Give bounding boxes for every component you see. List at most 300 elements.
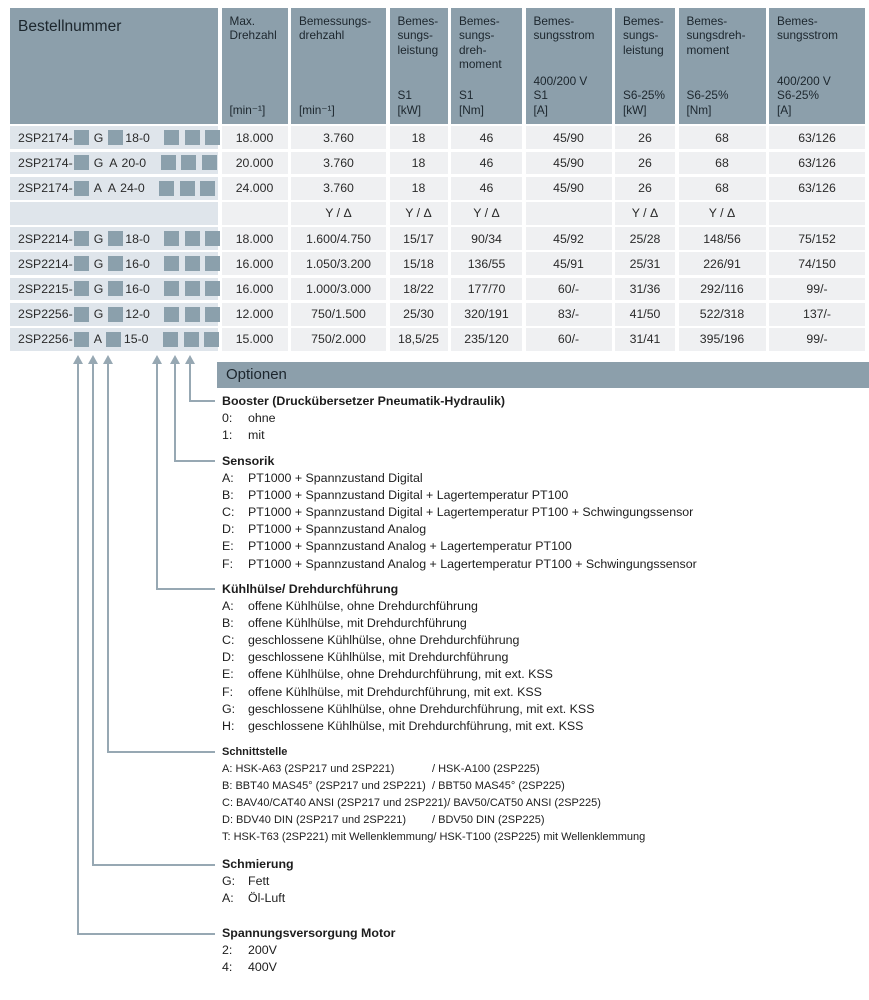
option-code: F: bbox=[222, 684, 234, 699]
header-cell-4 bbox=[451, 8, 522, 124]
header-label bbox=[299, 14, 382, 43]
placeholder-square bbox=[161, 155, 176, 170]
connector-line-schnittstelle bbox=[107, 364, 109, 753]
value-cell: 63/126 bbox=[769, 126, 865, 149]
header-unit bbox=[398, 88, 444, 117]
option-text: geschlossene Kühlhülse, mit Drehdurchführung, mit ext. KSS bbox=[248, 718, 584, 733]
header-unit-line: [A] bbox=[533, 102, 548, 117]
value-cell: 60/- bbox=[526, 278, 612, 301]
connector-line-sensorik bbox=[174, 364, 176, 462]
order-slot-letter: G bbox=[93, 256, 104, 271]
value-cell: 320/191 bbox=[451, 303, 522, 326]
option-text: 400V bbox=[248, 960, 277, 975]
value-cell bbox=[526, 202, 612, 225]
header-label-line: sungsstrom bbox=[533, 28, 595, 43]
section-title: Kühlhülse/ Drehdurchführung bbox=[222, 582, 399, 596]
order-speed-code: 12-0 bbox=[125, 307, 150, 322]
header-cell-1 bbox=[222, 8, 288, 124]
option-item bbox=[222, 959, 395, 976]
header-unit-line: [Nm] bbox=[459, 102, 484, 117]
header-label-line: sungs- bbox=[459, 28, 495, 43]
option-code: 2: bbox=[222, 943, 233, 958]
placeholder-square bbox=[185, 307, 200, 322]
placeholder-square bbox=[108, 256, 123, 271]
order-slot-letter: G bbox=[93, 130, 104, 145]
value-cell: 750/2.000 bbox=[291, 328, 386, 351]
option-item-left: D: BDV40 DIN (2SP217 und 2SP221) bbox=[222, 814, 407, 827]
order-number-cell bbox=[10, 328, 218, 351]
option-code: C: bbox=[222, 505, 235, 520]
header-label-line: sungs- bbox=[623, 28, 659, 43]
order-slot-letter: G bbox=[93, 155, 104, 170]
up-arrow-icon bbox=[152, 355, 162, 364]
option-code: B: bbox=[222, 488, 234, 503]
option-item bbox=[222, 829, 645, 846]
header-unit bbox=[299, 103, 382, 117]
option-code: A: bbox=[222, 891, 234, 906]
order-prefix: 2SP2174- bbox=[18, 155, 73, 170]
value-cell: 177/70 bbox=[451, 278, 522, 301]
header-label-line: Bemes- bbox=[686, 14, 728, 28]
value-cell: 137/- bbox=[769, 303, 865, 326]
header-label-line: Bemes- bbox=[459, 14, 500, 28]
value-cell: 750/1.500 bbox=[291, 303, 386, 326]
header-label bbox=[623, 14, 671, 57]
order-trailing-squares bbox=[163, 281, 222, 296]
order-prefix: 2SP2214- bbox=[18, 231, 73, 246]
placeholder-square bbox=[164, 231, 179, 246]
value-cell bbox=[769, 202, 865, 225]
up-arrow-icon bbox=[170, 355, 180, 364]
placeholder-square bbox=[185, 130, 200, 145]
header-unit-line: S1 bbox=[397, 88, 412, 103]
header-label-line: Bemes- bbox=[533, 14, 575, 28]
value-cell: 45/90 bbox=[526, 152, 612, 175]
value-cell: 15/18 bbox=[390, 252, 448, 275]
section-schmierung bbox=[222, 856, 294, 907]
header-unit-line: S6-25% bbox=[686, 88, 729, 103]
value-cell: 3.760 bbox=[291, 126, 386, 149]
order-trailing-squares bbox=[163, 231, 222, 246]
value-cell: 99/- bbox=[769, 328, 865, 351]
option-code: 0: bbox=[222, 411, 233, 426]
placeholder-square bbox=[185, 256, 200, 271]
option-code: D: bbox=[222, 650, 235, 665]
header-label bbox=[534, 14, 608, 43]
value-cell: 18.000 bbox=[222, 227, 288, 250]
value-cell: Y / Δ bbox=[615, 202, 675, 225]
value-cell: 3.760 bbox=[291, 152, 386, 175]
order-speed-code: 18-0 bbox=[125, 130, 150, 145]
header-cell-3 bbox=[390, 8, 448, 124]
placeholder-square bbox=[74, 130, 89, 145]
header-label-line: Bemes- bbox=[397, 14, 439, 28]
option-item-right: / BDV50 DIN (2SP225) bbox=[432, 814, 545, 827]
up-arrow-icon bbox=[88, 355, 98, 364]
value-cell: 74/150 bbox=[769, 252, 865, 275]
header-unit bbox=[623, 88, 671, 117]
value-cell: 395/196 bbox=[679, 328, 766, 351]
value-cell: 31/41 bbox=[615, 328, 675, 351]
option-item bbox=[222, 410, 505, 427]
header-unit-line: 400/200 V bbox=[533, 73, 588, 88]
value-cell: 136/55 bbox=[451, 252, 522, 275]
order-slot-letter: A bbox=[107, 181, 117, 196]
up-arrow-icon bbox=[103, 355, 113, 364]
connector-line-spannungsversorgung-motor bbox=[77, 933, 215, 935]
order-trailing-squares bbox=[163, 130, 222, 145]
option-item-right: / HSK-A100 (2SP225) bbox=[432, 763, 540, 776]
section-title: Spannungsversorgung Motor bbox=[222, 926, 396, 940]
order-speed-code: 20-0 bbox=[121, 155, 147, 170]
order-number-cell bbox=[10, 126, 218, 149]
header-unit-line: [min⁻¹] bbox=[299, 102, 335, 117]
placeholder-square bbox=[185, 281, 200, 296]
header-unit-line: S1 bbox=[533, 88, 548, 103]
header-label-line: Drehzahl bbox=[229, 28, 277, 43]
optionen-header-bar: Optionen bbox=[217, 362, 869, 388]
header-label-line: moment bbox=[459, 57, 502, 72]
option-item-left: A: HSK-A63 (2SP217 und 2SP221) bbox=[222, 763, 395, 776]
option-item bbox=[222, 504, 697, 521]
option-text: PT1000 + Spannzustand Digital + Lagertemperatur PT100 bbox=[248, 488, 569, 503]
header-unit bbox=[459, 88, 518, 117]
order-prefix: 2SP2256- bbox=[18, 307, 73, 322]
placeholder-square bbox=[74, 307, 89, 322]
value-cell: 18 bbox=[390, 126, 448, 149]
order-prefix: 2SP2174- bbox=[18, 130, 73, 145]
order-number-cell bbox=[10, 152, 218, 175]
option-item bbox=[222, 778, 645, 795]
connector-line-schmierung bbox=[92, 364, 94, 866]
up-arrow-icon bbox=[73, 355, 83, 364]
option-item-right: / BBT50 MAS45° (2SP225) bbox=[432, 780, 565, 793]
placeholder-square bbox=[106, 332, 121, 347]
option-text: PT1000 + Spannzustand Analog + Lagertemperatur PT100 bbox=[248, 539, 572, 554]
value-cell: 18.000 bbox=[222, 126, 288, 149]
connector-line-sensorik bbox=[174, 460, 215, 462]
value-cell: Y / Δ bbox=[679, 202, 766, 225]
option-text: 200V bbox=[248, 943, 277, 958]
value-cell: 24.000 bbox=[222, 177, 288, 200]
placeholder-square bbox=[164, 256, 179, 271]
order-slot-letter: A bbox=[93, 332, 102, 347]
section-title: Booster (Druckübersetzer Pneumatik-Hydraulik) bbox=[222, 394, 505, 408]
option-item bbox=[222, 684, 594, 701]
header-label-line: leistung bbox=[397, 42, 439, 57]
option-code: E: bbox=[222, 667, 234, 682]
order-slot-letter: A bbox=[109, 155, 118, 170]
option-code: G: bbox=[222, 874, 236, 889]
option-code: 1: bbox=[222, 428, 233, 443]
order-number-cell bbox=[10, 227, 218, 250]
option-text: geschlossene Kühlhülse, mit Drehdurchführung bbox=[248, 650, 509, 665]
order-prefix: 2SP2214- bbox=[18, 256, 73, 271]
section-title: Sensorik bbox=[222, 454, 275, 468]
order-trailing-squares bbox=[163, 307, 222, 322]
placeholder-square bbox=[205, 307, 220, 322]
placeholder-square bbox=[184, 332, 199, 347]
value-cell: 75/152 bbox=[769, 227, 865, 250]
option-item bbox=[222, 598, 594, 615]
header-unit-line: [kW] bbox=[397, 102, 422, 117]
option-item-left: T: HSK-T63 (2SP221) mit Wellenklemmung bbox=[222, 831, 434, 844]
header-cell-7 bbox=[679, 8, 766, 124]
value-cell: Y / Δ bbox=[390, 202, 448, 225]
order-speed-code: 18-0 bbox=[125, 231, 150, 246]
option-code: B: bbox=[222, 616, 234, 631]
value-cell: 83/- bbox=[526, 303, 612, 326]
value-cell: 90/34 bbox=[451, 227, 522, 250]
header-label bbox=[230, 14, 284, 43]
order-speed-code: 24-0 bbox=[120, 181, 145, 196]
value-cell: 292/116 bbox=[679, 278, 766, 301]
value-cell: 63/126 bbox=[769, 177, 865, 200]
option-item bbox=[222, 666, 594, 683]
value-cell: Y / Δ bbox=[451, 202, 522, 225]
value-cell: 18 bbox=[390, 152, 448, 175]
option-text: PT1000 + Spannzustand Digital bbox=[248, 471, 423, 486]
option-item bbox=[222, 701, 594, 718]
order-number-cell bbox=[10, 202, 218, 225]
value-cell: 1.050/3.200 bbox=[291, 252, 386, 275]
order-slot-letter: G bbox=[93, 307, 104, 322]
connector-line-booster bbox=[189, 400, 215, 402]
value-cell: 25/30 bbox=[390, 303, 448, 326]
option-item-right: / HSK-T100 (2SP225) mit Wellenklemmung bbox=[433, 831, 646, 844]
value-cell: 12.000 bbox=[222, 303, 288, 326]
option-text: Fett bbox=[248, 874, 270, 889]
placeholder-square bbox=[164, 281, 179, 296]
placeholder-square bbox=[74, 256, 89, 271]
option-item bbox=[222, 615, 594, 632]
value-cell: 46 bbox=[451, 152, 522, 175]
header-unit bbox=[777, 74, 861, 117]
placeholder-square bbox=[164, 130, 179, 145]
value-cell: 31/36 bbox=[615, 278, 675, 301]
value-cell: 41/50 bbox=[615, 303, 675, 326]
header-unit bbox=[534, 74, 608, 117]
placeholder-square bbox=[108, 130, 123, 145]
value-cell: 18 bbox=[390, 177, 448, 200]
option-item-right: / BAV50/CAT50 ANSI (2SP225) bbox=[447, 797, 601, 810]
option-text: offene Kühlhülse, mit Drehdurchführung, mit ext. KSS bbox=[248, 684, 542, 699]
value-cell: 1.000/3.000 bbox=[291, 278, 386, 301]
value-cell: 1.600/4.750 bbox=[291, 227, 386, 250]
placeholder-square bbox=[205, 231, 220, 246]
header-label-line: Bemessungs- bbox=[299, 14, 372, 28]
option-code: E: bbox=[222, 539, 234, 554]
placeholder-square bbox=[185, 231, 200, 246]
header-label-line: Max. bbox=[229, 14, 256, 28]
value-cell: 46 bbox=[451, 177, 522, 200]
option-text: geschlossene Kühlhülse, ohne Drehdurchführung, mit ext. KSS bbox=[248, 701, 595, 716]
header-label bbox=[777, 14, 861, 43]
placeholder-square bbox=[202, 155, 217, 170]
placeholder-square bbox=[108, 281, 123, 296]
header-label-line: Bestellnummer bbox=[18, 18, 122, 35]
option-code: F: bbox=[222, 556, 234, 571]
order-slot-letter: G bbox=[93, 281, 104, 296]
option-code: H: bbox=[222, 718, 235, 733]
header-label bbox=[398, 14, 444, 57]
option-item bbox=[222, 521, 697, 538]
header-unit-line: [A] bbox=[777, 102, 792, 117]
order-slot-letter: G bbox=[93, 231, 104, 246]
header-label-line: dreh- bbox=[459, 42, 487, 57]
value-cell: 68 bbox=[679, 177, 766, 200]
option-code: G: bbox=[222, 701, 236, 716]
section-booster bbox=[222, 393, 505, 444]
placeholder-square bbox=[205, 130, 220, 145]
order-speed-code: 16-0 bbox=[125, 256, 150, 271]
option-item bbox=[222, 942, 395, 959]
order-number-cell bbox=[10, 303, 218, 326]
placeholder-square bbox=[108, 231, 123, 246]
header-unit-line: [kW] bbox=[623, 102, 647, 117]
header-label-line: drehzahl bbox=[299, 28, 345, 43]
value-cell: 99/- bbox=[769, 278, 865, 301]
value-cell: Y / Δ bbox=[291, 202, 386, 225]
option-item bbox=[222, 718, 594, 735]
option-item bbox=[222, 556, 697, 573]
placeholder-square bbox=[74, 231, 89, 246]
value-cell: 63/126 bbox=[769, 152, 865, 175]
value-cell: 68 bbox=[679, 152, 766, 175]
option-code: 4: bbox=[222, 960, 233, 975]
option-item bbox=[222, 795, 645, 812]
option-code: A: bbox=[222, 471, 234, 486]
option-text: offene Kühlhülse, ohne Drehdurchführung bbox=[248, 599, 478, 614]
option-item-left: B: BBT40 MAS45° (2SP217 und 2SP221) bbox=[222, 780, 426, 793]
placeholder-square bbox=[204, 332, 219, 347]
option-item bbox=[222, 470, 697, 487]
order-prefix: 2SP2256- bbox=[18, 332, 73, 347]
option-text: offene Kühlhülse, mit Drehdurchführung bbox=[248, 616, 467, 631]
option-text: PT1000 + Spannzustand Digital + Lagertemperatur PT100 + Schwingungssensor bbox=[248, 505, 694, 520]
value-cell: 45/91 bbox=[526, 252, 612, 275]
value-cell: 45/92 bbox=[526, 227, 612, 250]
value-cell: 16.000 bbox=[222, 252, 288, 275]
value-cell: 15.000 bbox=[222, 328, 288, 351]
option-item bbox=[222, 812, 645, 829]
value-cell: 26 bbox=[615, 177, 675, 200]
value-cell: 68 bbox=[679, 126, 766, 149]
order-trailing-squares bbox=[159, 155, 218, 170]
placeholder-square bbox=[163, 332, 178, 347]
option-item bbox=[222, 761, 645, 778]
value-cell: 522/318 bbox=[679, 303, 766, 326]
option-text: mit bbox=[248, 428, 265, 443]
section-schnittstelle bbox=[222, 744, 645, 847]
value-cell: 26 bbox=[615, 126, 675, 149]
option-item bbox=[222, 487, 697, 504]
header-cell-5 bbox=[526, 8, 612, 124]
placeholder-square bbox=[74, 155, 89, 170]
order-trailing-squares bbox=[163, 256, 222, 271]
header-unit bbox=[687, 88, 762, 117]
section-kuehlhuelse bbox=[222, 581, 594, 735]
value-cell: 3.760 bbox=[291, 177, 386, 200]
order-prefix: 2SP2174- bbox=[18, 181, 73, 196]
placeholder-square bbox=[180, 181, 195, 196]
order-number-cell bbox=[10, 278, 218, 301]
header-unit-line: S6-25% bbox=[777, 88, 819, 103]
option-text: geschlossene Kühlhülse, ohne Drehdurchführung bbox=[248, 633, 520, 648]
order-slot-letter: A bbox=[93, 181, 102, 196]
header-unit bbox=[230, 103, 284, 117]
up-arrow-icon bbox=[185, 355, 195, 364]
header-label-line: sungsdreh- bbox=[686, 28, 746, 43]
placeholder-square bbox=[159, 181, 174, 196]
order-prefix: 2SP2215- bbox=[18, 281, 73, 296]
section-spannungsversorgung-motor bbox=[222, 925, 395, 976]
value-cell: 235/120 bbox=[451, 328, 522, 351]
option-text: ohne bbox=[248, 411, 276, 426]
value-cell: 25/28 bbox=[615, 227, 675, 250]
value-cell: 25/31 bbox=[615, 252, 675, 275]
section-sensorik bbox=[222, 453, 697, 573]
value-cell: 46 bbox=[451, 126, 522, 149]
placeholder-square bbox=[181, 155, 196, 170]
header-label bbox=[687, 14, 762, 57]
option-code: A: bbox=[222, 599, 234, 614]
option-code: C: bbox=[222, 633, 235, 648]
value-cell: 60/- bbox=[526, 328, 612, 351]
header-unit-line: 400/200 V bbox=[777, 73, 831, 88]
header-label-line: Bemes- bbox=[777, 14, 818, 28]
header-cell-0 bbox=[10, 8, 218, 124]
placeholder-square bbox=[200, 181, 215, 196]
value-cell: 26 bbox=[615, 152, 675, 175]
placeholder-square bbox=[108, 307, 123, 322]
placeholder-square bbox=[164, 307, 179, 322]
header-label bbox=[459, 14, 518, 72]
header-unit-line: [min⁻¹] bbox=[229, 102, 266, 117]
header-cell-8 bbox=[769, 8, 865, 124]
header-unit-line: S6-25% bbox=[623, 88, 665, 103]
value-cell bbox=[222, 202, 288, 225]
header-label-line: sungs- bbox=[397, 28, 433, 43]
value-cell: 45/90 bbox=[526, 177, 612, 200]
option-code: D: bbox=[222, 522, 235, 537]
header-cell-2 bbox=[291, 8, 386, 124]
order-number-cell bbox=[10, 177, 218, 200]
option-item bbox=[222, 873, 294, 890]
placeholder-square bbox=[74, 332, 89, 347]
value-cell: 15/17 bbox=[390, 227, 448, 250]
option-text: PT1000 + Spannzustand Analog + Lagertemperatur PT100 + Schwingungssensor bbox=[248, 556, 697, 571]
header-label bbox=[18, 18, 214, 36]
option-item bbox=[222, 890, 294, 907]
connector-line-booster bbox=[189, 364, 191, 402]
option-text: offene Kühlhülse, ohne Drehdurchführung, mit ext. KSS bbox=[248, 667, 553, 682]
value-cell: 226/91 bbox=[679, 252, 766, 275]
section-title: Schmierung bbox=[222, 857, 294, 871]
option-text: Öl-Luft bbox=[248, 891, 286, 906]
placeholder-square bbox=[205, 281, 220, 296]
header-label-line: Bemes- bbox=[623, 14, 664, 28]
order-trailing-squares bbox=[158, 181, 217, 196]
header-label-line: leistung bbox=[623, 42, 664, 57]
order-speed-code: 16-0 bbox=[125, 281, 150, 296]
section-title: Schnittstelle bbox=[222, 746, 288, 758]
option-item bbox=[222, 649, 594, 666]
option-item-left: C: BAV40/CAT40 ANSI (2SP217 und 2SP221) bbox=[222, 797, 448, 810]
header-label-line: moment bbox=[686, 42, 730, 57]
connector-line-kuehlhuelse bbox=[156, 588, 215, 590]
order-trailing-squares bbox=[162, 332, 221, 347]
